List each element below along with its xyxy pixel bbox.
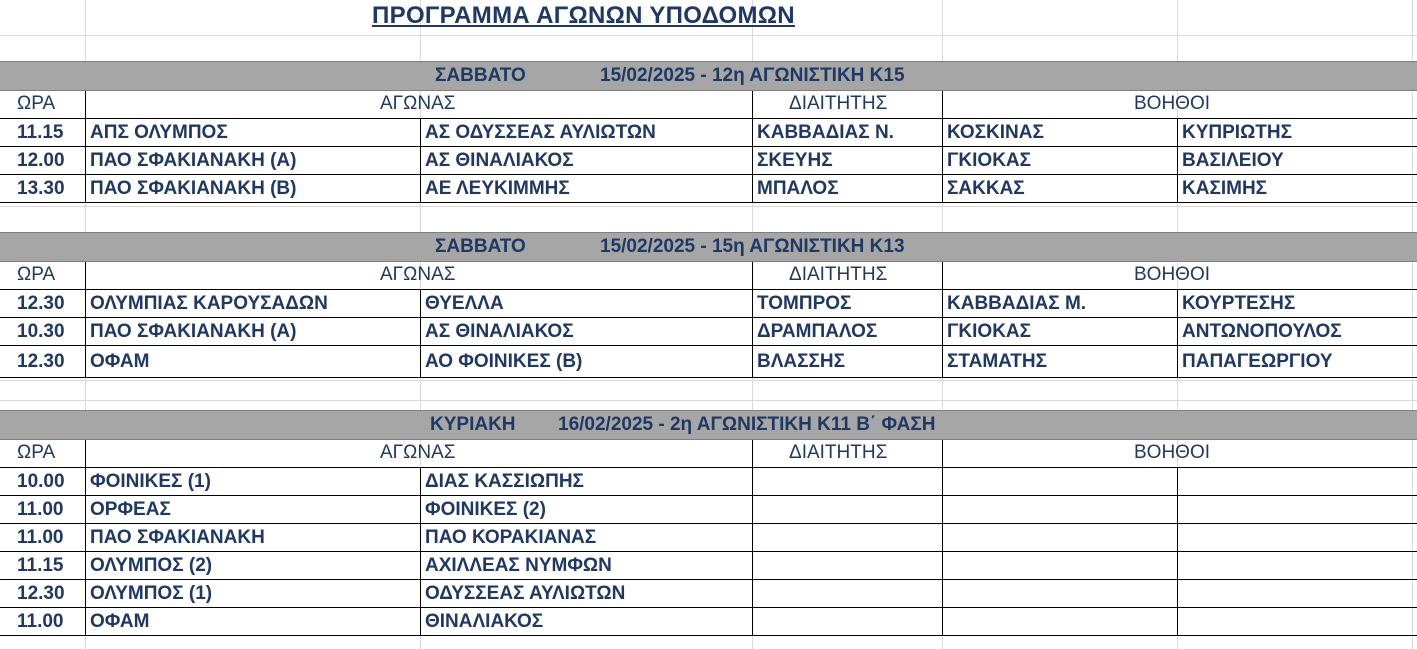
- cell-border: [942, 318, 943, 346]
- cell-border: [752, 524, 753, 552]
- grid-line: [0, 400, 1417, 401]
- match-away-cell: ΑΧΙΛΛΕΑΣ ΝΥΜΦΩΝ: [425, 555, 612, 576]
- cell-border: [942, 175, 943, 203]
- cell-border: [752, 91, 753, 119]
- match-time-cell: 11.15: [17, 122, 64, 143]
- cell-border: [1177, 608, 1178, 636]
- match-home-cell: ΟΦΑΜ: [90, 351, 150, 372]
- match-time-cell: 12.30: [17, 583, 65, 604]
- cell-border: [752, 440, 753, 468]
- match-assistant1-cell: ΣΑΚΚΑΣ: [947, 178, 1025, 199]
- match-row: [0, 608, 1417, 636]
- match-home-cell: ΟΦΑΜ: [90, 611, 150, 632]
- cell-border: [752, 119, 753, 147]
- cell-border: [942, 440, 943, 468]
- cell-border: [752, 496, 753, 524]
- match-column-header: ΑΓΩΝΑΣ: [380, 93, 456, 114]
- match-away-cell: ΦΟΙΝΙΚΕΣ (2): [425, 499, 546, 520]
- cell-border: [942, 608, 943, 636]
- cell-border: [420, 608, 421, 636]
- section-info: 15/02/2025 - 15η ΑΓΩΝΙΣΤΙΚΗ Κ13: [600, 236, 905, 257]
- match-referee-cell: ΣΚΕΥΗΣ: [757, 150, 833, 171]
- match-row: [0, 580, 1417, 608]
- cell-border: [1177, 318, 1178, 346]
- cell-border: [85, 524, 86, 552]
- cell-border: [1177, 580, 1178, 608]
- cell-border: [420, 552, 421, 580]
- match-row: [0, 147, 1417, 175]
- match-away-cell: ΑΣ ΘΙΝΑΛΙΑΚΟΣ: [425, 150, 574, 171]
- cell-border: [1177, 552, 1178, 580]
- grid-line: [0, 380, 1417, 381]
- match-row: [0, 119, 1417, 147]
- time-column-header: ΩΡΑ: [17, 264, 56, 285]
- assistants-column-header: ΒΟΗΘΟΙ: [1134, 442, 1211, 463]
- match-home-cell: ΟΛΥΜΠΟΣ (2): [90, 555, 213, 576]
- match-home-cell: ΠΑΟ ΣΦΑΚΙΑΝΑΚΗ (Α): [90, 150, 297, 171]
- cell-border: [942, 262, 943, 290]
- match-row: [0, 346, 1417, 378]
- cell-border: [85, 496, 86, 524]
- section-header-band: [0, 61, 1417, 91]
- match-away-cell: ΟΔΥΣΣΕΑΣ ΑΥΛΙΩΤΩΝ: [425, 583, 626, 604]
- cell-border: [942, 524, 943, 552]
- section-day: ΚΥΡΙΑΚΗ: [430, 414, 516, 435]
- match-assistant1-cell: ΓΚΙΟΚΑΣ: [947, 150, 1032, 171]
- match-away-cell: ΘΥΕΛΛΑ: [425, 293, 504, 314]
- cell-border: [85, 119, 86, 147]
- cell-border: [752, 290, 753, 318]
- match-away-cell: ΘΙΝΑΛΙΑΚΟΣ: [425, 611, 544, 632]
- cell-border: [1177, 147, 1178, 175]
- match-referee-cell: ΚΑΒΒΑΔΙΑΣ Ν.: [757, 122, 894, 143]
- match-row: [0, 552, 1417, 580]
- match-time-cell: 10.00: [17, 471, 65, 492]
- cell-border: [85, 552, 86, 580]
- referee-column-header: ΔΙΑΙΤΗΤΗΣ: [789, 442, 888, 463]
- match-away-cell: ΠΑΟ ΚΟΡΑΚΙΑΝΑΣ: [425, 527, 597, 548]
- match-referee-cell: ΒΛΑΣΣΗΣ: [757, 351, 846, 372]
- match-home-cell: ΠΑΟ ΣΦΑΚΙΑΝΑΚΗ (Α): [90, 321, 297, 342]
- match-away-cell: ΑΣ ΟΔΥΣΣΕΑΣ ΑΥΛΙΩΤΩΝ: [425, 122, 656, 143]
- page-title: ΠΡΟΓΡΑΜΜΑ ΑΓΩΝΩΝ ΥΠΟΔΟΜΩΝ: [372, 2, 795, 29]
- section-info: 16/02/2025 - 2η ΑΓΩΝΙΣΤΙΚΗ Κ11 Β΄ ΦΑΣΗ: [558, 414, 936, 435]
- match-assistant2-cell: ΑΝΤΩΝΟΠΟΥΛΟΣ: [1182, 321, 1342, 342]
- column-header-row: [0, 91, 1417, 119]
- cell-border: [752, 346, 753, 378]
- match-time-cell: 13.30: [17, 178, 65, 199]
- cell-border: [1177, 119, 1178, 147]
- section-header-band: [0, 232, 1417, 262]
- match-home-cell: ΠΑΟ ΣΦΑΚΙΑΝΑΚΗ: [90, 527, 265, 548]
- cell-border: [1177, 496, 1178, 524]
- match-assistant2-cell: ΒΑΣΙΛΕΙΟΥ: [1182, 150, 1284, 171]
- match-home-cell: ΦΟΙΝΙΚΕΣ (1): [90, 471, 211, 492]
- cell-border: [1177, 290, 1178, 318]
- match-row: [0, 524, 1417, 552]
- cell-border: [85, 580, 86, 608]
- column-header-row: [0, 262, 1417, 290]
- match-assistant2-cell: ΚΟΥΡΤΕΣΗΣ: [1182, 293, 1296, 314]
- cell-border: [420, 346, 421, 378]
- cell-border: [85, 440, 86, 468]
- cell-border: [420, 524, 421, 552]
- match-time-cell: 12.30: [17, 293, 65, 314]
- match-assistant1-cell: ΣΤΑΜΑΤΗΣ: [947, 351, 1048, 372]
- match-time-cell: 11.00: [17, 611, 64, 632]
- cell-border: [1177, 346, 1178, 378]
- match-time-cell: 11.00: [17, 499, 64, 520]
- cell-border: [420, 496, 421, 524]
- cell-border: [85, 608, 86, 636]
- match-column-header: ΑΓΩΝΑΣ: [380, 442, 456, 463]
- match-home-cell: ΟΛΥΜΠΙΑΣ ΚΑΡΟΥΣΑΔΩΝ: [90, 293, 328, 314]
- match-time-cell: 12.30: [17, 351, 65, 372]
- cell-border: [85, 290, 86, 318]
- cell-border: [942, 119, 943, 147]
- assistants-column-header: ΒΟΗΘΟΙ: [1134, 93, 1211, 114]
- cell-border: [85, 91, 86, 119]
- match-column-header: ΑΓΩΝΑΣ: [380, 264, 456, 285]
- cell-border: [752, 147, 753, 175]
- cell-border: [85, 468, 86, 496]
- cell-border: [942, 552, 943, 580]
- grid-line: [0, 206, 1417, 207]
- cell-border: [1177, 468, 1178, 496]
- cell-border: [85, 318, 86, 346]
- match-row: [0, 468, 1417, 496]
- column-header-row: [0, 440, 1417, 468]
- match-row: [0, 175, 1417, 203]
- match-time-cell: 12.00: [17, 150, 65, 171]
- cell-border: [420, 468, 421, 496]
- cell-border: [942, 147, 943, 175]
- section-day: ΣΑΒΒΑΤΟ: [435, 65, 526, 86]
- cell-border: [942, 290, 943, 318]
- time-column-header: ΩΡΑ: [17, 93, 56, 114]
- cell-border: [420, 119, 421, 147]
- cell-border: [942, 580, 943, 608]
- cell-border: [1177, 175, 1178, 203]
- cell-border: [420, 175, 421, 203]
- match-assistant2-cell: ΚΑΣΙΜΗΣ: [1182, 178, 1268, 199]
- match-away-cell: ΑΣ ΘΙΝΑΛΙΑΚΟΣ: [425, 321, 574, 342]
- cell-border: [942, 91, 943, 119]
- cell-border: [942, 468, 943, 496]
- cell-border: [420, 318, 421, 346]
- cell-border: [752, 175, 753, 203]
- cell-border: [942, 496, 943, 524]
- section-day: ΣΑΒΒΑΤΟ: [435, 236, 526, 257]
- cell-border: [420, 290, 421, 318]
- cell-border: [752, 552, 753, 580]
- match-away-cell: ΔΙΑΣ ΚΑΣΣΙΩΠΗΣ: [425, 471, 584, 492]
- cell-border: [420, 580, 421, 608]
- assistants-column-header: ΒΟΗΘΟΙ: [1134, 264, 1211, 285]
- match-referee-cell: ΤΟΜΠΡΟΣ: [757, 293, 852, 314]
- match-home-cell: ΟΡΦΕΑΣ: [90, 499, 171, 520]
- match-time-cell: 10.30: [17, 321, 65, 342]
- match-referee-cell: ΔΡΑΜΠΑΛΟΣ: [757, 321, 878, 342]
- match-home-cell: ΠΑΟ ΣΦΑΚΙΑΝΑΚΗ (Β): [90, 178, 297, 199]
- match-row: [0, 290, 1417, 318]
- match-row: [0, 496, 1417, 524]
- match-assistant1-cell: ΓΚΙΟΚΑΣ: [947, 321, 1032, 342]
- cell-border: [752, 262, 753, 290]
- cell-border: [942, 346, 943, 378]
- cell-border: [752, 318, 753, 346]
- match-referee-cell: ΜΠΑΛΟΣ: [757, 178, 839, 199]
- referee-column-header: ΔΙΑΙΤΗΤΗΣ: [789, 93, 888, 114]
- cell-border: [1177, 524, 1178, 552]
- cell-border: [85, 175, 86, 203]
- section-info: 15/02/2025 - 12η ΑΓΩΝΙΣΤΙΚΗ Κ15: [600, 65, 905, 86]
- grid-line: [0, 35, 1417, 36]
- section-header-band: [0, 410, 1417, 440]
- match-assistant2-cell: ΚΥΠΡΙΩΤΗΣ: [1182, 122, 1293, 143]
- match-assistant2-cell: ΠΑΠΑΓΕΩΡΓΙΟΥ: [1182, 351, 1333, 372]
- match-time-cell: 11.00: [17, 527, 64, 548]
- match-assistant1-cell: ΚΟΣΚΙΝΑΣ: [947, 122, 1044, 143]
- cell-border: [85, 262, 86, 290]
- match-time-cell: 11.15: [17, 555, 64, 576]
- match-home-cell: ΑΠΣ ΟΛΥΜΠΟΣ: [90, 122, 228, 143]
- cell-border: [420, 147, 421, 175]
- cell-border: [85, 147, 86, 175]
- match-away-cell: ΑΕ ΛΕΥΚΙΜΜΗΣ: [425, 178, 570, 199]
- cell-border: [752, 608, 753, 636]
- referee-column-header: ΔΙΑΙΤΗΤΗΣ: [789, 264, 888, 285]
- cell-border: [752, 468, 753, 496]
- match-away-cell: ΑΟ ΦΟΙΝΙΚΕΣ (Β): [425, 351, 583, 372]
- cell-border: [85, 346, 86, 378]
- match-row: [0, 318, 1417, 346]
- match-home-cell: ΟΛΥΜΠΟΣ (1): [90, 583, 213, 604]
- match-assistant1-cell: ΚΑΒΒΑΔΙΑΣ Μ.: [947, 293, 1087, 314]
- time-column-header: ΩΡΑ: [17, 442, 56, 463]
- cell-border: [752, 580, 753, 608]
